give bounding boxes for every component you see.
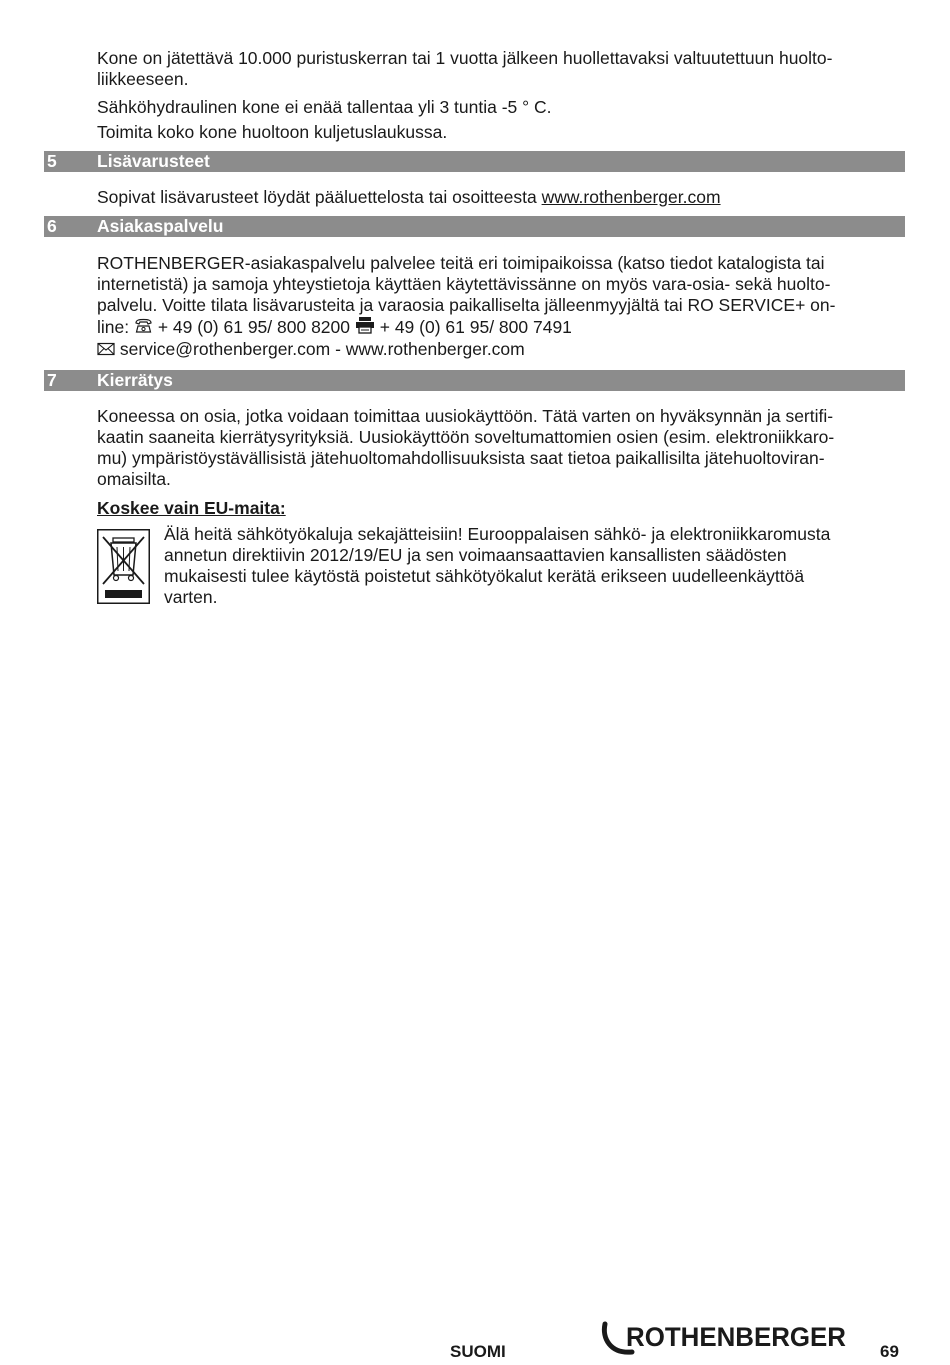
section-header-5 <box>44 151 905 172</box>
fax-icon <box>355 316 375 339</box>
section7-line: kaatin saaneita kierrätysyrityksiä. Uusiokäyttöön soveltumattomien osien (esim. elektroniikkaro- <box>97 427 835 447</box>
eu-paragraph <box>164 524 904 608</box>
brand-text: ROTHENBERGER <box>626 1322 846 1352</box>
intro-line: Sähköhydraulinen kone ei enää tallentaa yli 3 tuntia -5 ° C. <box>97 97 552 117</box>
email-line <box>97 339 897 361</box>
eu-line: annetun direktiivin 2012/19/EU ja sen voimaansaattavien kansallisten säädösten <box>164 545 787 565</box>
contact-line <box>97 316 897 339</box>
section6-line: internetistä) ja samoja yhteystietoja käyttäen käytettävissänne on myös vara-osia- sekä huolto- <box>97 274 831 294</box>
fax-number: + 49 (0) 61 95/ 800 7491 <box>374 317 572 337</box>
crossed-bin-icon <box>97 529 150 604</box>
rothenberger-logo <box>600 1318 850 1360</box>
section-title: Asiakaspalvelu <box>97 216 224 236</box>
intro-line: Toimita koko kone huoltoon kuljetuslaukussa. <box>97 122 448 142</box>
section5-text <box>97 187 897 208</box>
page-number: 69 <box>880 1342 899 1361</box>
section-number: 6 <box>47 216 57 236</box>
eu-line: Älä heitä sähkötyökaluja sekajätteisiin! Eurooppalaisen sähkö- ja elektroniikkaromusta <box>164 524 831 544</box>
eu-line: mukaisesti tulee käytöstä poistetut sähkötyökalut kerätä erikseen uudelleenkäyttöä <box>164 566 805 586</box>
section6-line: palvelu. Voitte tilata lisävarusteita ja varaosia paikalliselta jälleenmyyjältä tai RO SERVICE+ on- <box>97 295 836 315</box>
section-title: Lisävarusteet <box>97 151 210 171</box>
section-title: Kierrätys <box>97 370 173 390</box>
phone-number: + 49 (0) 61 95/ 800 8200 <box>152 317 355 337</box>
eu-heading: Koskee vain EU-maita: <box>97 498 286 518</box>
footer-language: SUOMI <box>450 1342 506 1361</box>
intro-line: Kone on jätettävä 10.000 puristuskerran tai 1 vuotta jälkeen huollettavaksi valtuutettuun huolto- <box>97 48 833 68</box>
section-number: 7 <box>47 370 57 390</box>
intro-line: liikkeeseen. <box>97 69 189 89</box>
section7-line: omaisilta. <box>97 469 171 489</box>
email-and-web: service@rothenberger.com - www.rothenberger.com <box>115 339 525 359</box>
section6-paragraph <box>97 253 897 361</box>
section5-sentence: Sopivat lisävarusteet löydät pääluettelosta tai osoitteesta <box>97 187 542 207</box>
intro-paragraph <box>97 48 897 90</box>
section-number: 5 <box>47 151 57 171</box>
contact-prefix: line: <box>97 317 134 337</box>
section-header-6 <box>44 216 905 237</box>
section7-line: mu) ympäristöystävällisistä jätehuoltomahdollisuuksista saat tietoa paikallisilta jätehuoltoviran- <box>97 448 825 468</box>
envelope-icon <box>97 340 115 361</box>
eu-line: varten. <box>164 587 218 607</box>
phone-icon <box>134 318 153 339</box>
section6-line: ROTHENBERGER-asiakaspalvelu palvelee teitä eri toimipaikoissa (katso tiedot katalogista tai <box>97 253 825 273</box>
section-header-7 <box>44 370 905 391</box>
section7-paragraph <box>97 406 897 490</box>
rothenberger-link[interactable]: www.rothenberger.com <box>541 187 721 207</box>
section7-line: Koneessa on osia, jotka voidaan toimittaa uusiokäyttöön. Tätä varten on hyväksynnän ja sertifi- <box>97 406 834 426</box>
